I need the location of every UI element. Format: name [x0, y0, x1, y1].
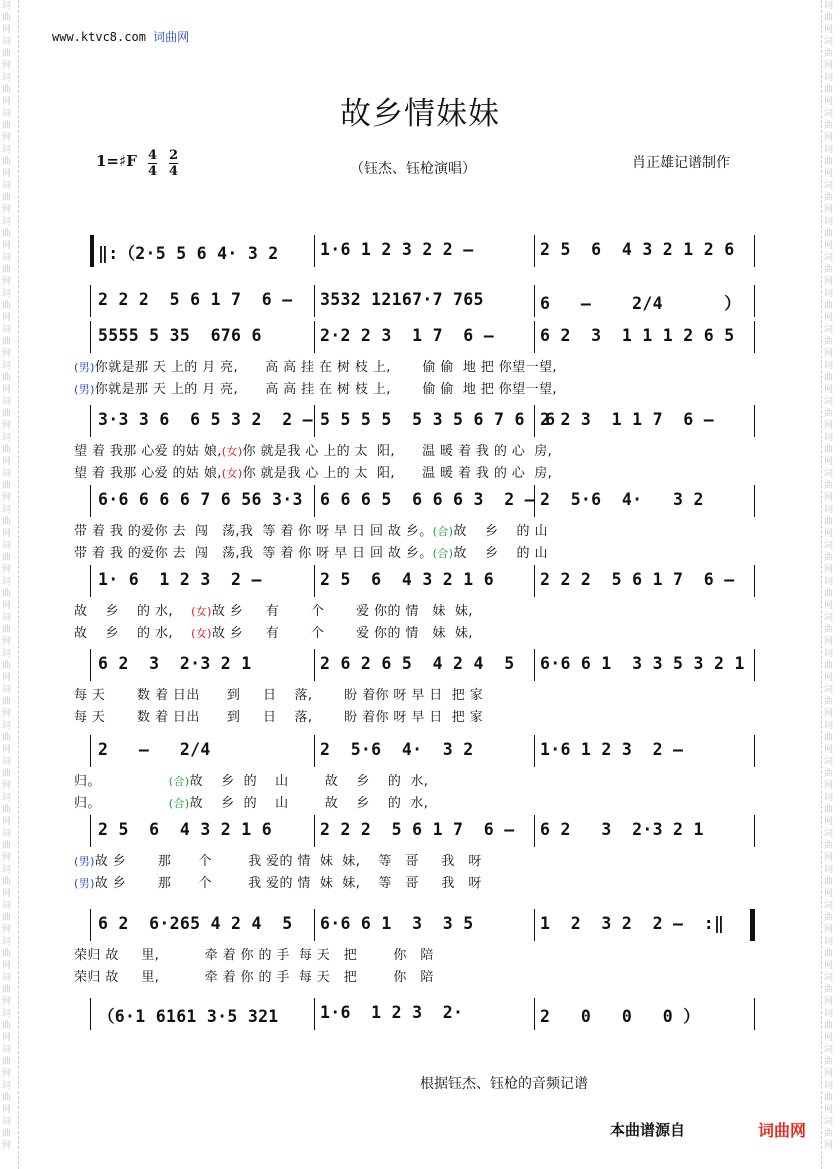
- barline: [754, 485, 755, 517]
- measure-notes: 2 5·6 4· 3 2: [320, 740, 474, 759]
- footnote: 根据钰杰、钰枪的音频记谱: [420, 1076, 588, 1092]
- lyric-line: 荣归 故 里, 牵 着 你 的 手 每 天 把 你 陪: [74, 970, 434, 985]
- barline: [90, 998, 91, 1030]
- source-site: 词曲网: [758, 1121, 807, 1140]
- measure-notes: 1·6 1 2 3 2 2 –: [320, 240, 474, 259]
- measure-notes: 2·2 2 3 1 7 6 –: [320, 326, 494, 345]
- measure-notes: 1·6 1 2 3 2·: [320, 1003, 464, 1022]
- barline: [754, 998, 755, 1030]
- measure-notes: 1 2 3 2 2 – :‖: [540, 914, 725, 933]
- measure-notes: 2 2 2 5 6 1 7 6 –: [320, 820, 515, 839]
- barline: [90, 649, 91, 681]
- lyric-line: 故 乡 的 水, (女)故 乡 有 个 爱 你的 情 妹 妹,: [74, 626, 473, 641]
- lyric-line: 每 天 数 着 日出 到 日 落, 盼 着你 呀 早 日 把 家: [74, 710, 484, 725]
- right-watermark-strip: 词 曲 网 词 曲 网 词 曲 网 词 曲 网 词 曲 网 词 曲 网 词 曲 网 词 曲 网 词 曲 网 词 曲 网 词 曲 网 词 曲 网 词 曲 网 词 曲 网 词 曲 网 词 曲 网 词 曲 网 词 曲 网 词 曲 网 词 曲 网 词 曲 网 词 曲 网 词 曲 网 词 曲 网 词 曲 网 词 曲 网 词 曲 网 词 曲 网 词 曲 网 词 曲 网 词 曲 网 词 曲 网: [824, 1, 834, 1151]
- measure-notes: 2 2 3 1 1 7 6 –: [540, 410, 714, 429]
- barline: [314, 735, 315, 767]
- lyric-line: 望 着 我那 心爱 的姑 娘,(女)你 就是我 心 上的 太 阳, 温 暖 着 我 的 心 房,: [74, 444, 553, 459]
- measure-notes: 2 5 6 4 3 2 1 6: [98, 820, 272, 839]
- barline: [90, 909, 91, 941]
- barline: [90, 565, 91, 597]
- measure-notes: 2 5·6 4· 3 2: [540, 490, 704, 509]
- barline: [314, 565, 315, 597]
- barline: [754, 405, 755, 437]
- measure-notes: 6 6 6 5 6 6 6 3 2 –: [320, 490, 535, 509]
- barline: [754, 909, 755, 941]
- measure-notes: 6·6 6 6 6 7 6 56 3·3: [98, 490, 303, 509]
- barline: [90, 485, 91, 517]
- measure-notes: 2 – 2/4: [98, 740, 211, 759]
- barline: [314, 485, 315, 517]
- measure-notes: 2 5 6 4 3 2 1 6: [320, 570, 494, 589]
- barline: [534, 735, 535, 767]
- repeat-end-barline: [750, 909, 754, 941]
- barline: [90, 405, 91, 437]
- time1-bottom: 4: [148, 164, 158, 179]
- barline: [534, 909, 535, 941]
- measure-notes: 6 2 3 1 1 1 2 6 5: [540, 326, 735, 345]
- lyric-line: (男)你就是那 天 上的 月 亮, 高 高 挂 在 树 枝 上, 偷 偷 地 把 你望一望,: [74, 360, 557, 375]
- barline: [534, 565, 535, 597]
- measure-notes: 6 – 2/4 ）: [540, 294, 742, 313]
- lyric-line: (男)你就是那 天 上的 月 亮, 高 高 挂 在 树 枝 上, 偷 偷 地 把 你望一望,: [74, 382, 557, 397]
- singers: （钰杰、钰枪演唱）: [350, 161, 476, 177]
- left-divider: [18, 0, 19, 1169]
- barline: [314, 815, 315, 847]
- measure-notes: 5 5 5 5 5 3 5 6 7 6 6: [320, 410, 556, 429]
- barline: [314, 649, 315, 681]
- measure-notes: 1· 6 1 2 3 2 –: [98, 570, 262, 589]
- barline: [754, 285, 755, 317]
- barline: [314, 405, 315, 437]
- time2-top: 2: [169, 148, 179, 163]
- barline: [314, 998, 315, 1030]
- lyric-line: 望 着 我那 心爱 的姑 娘,(女)你 就是我 心 上的 太 阳, 温 暖 着 我 的 心 房,: [74, 466, 553, 481]
- lyric-line: (男)故 乡 那 个 我 爱的 情 妹 妹, 等 哥 我 呀: [74, 854, 482, 869]
- measure-notes: （6·1 6161 3·5 321: [98, 1007, 279, 1026]
- key-signature: 1=♯F: [96, 152, 137, 170]
- measure-notes: 2 0 0 0 ）: [540, 1007, 701, 1026]
- time-signature-1: [148, 148, 157, 179]
- measure-notes: 6 2 3 2·3 2 1: [98, 654, 252, 673]
- measure-notes: 6·6 6 1 3 3 5 3 2 1: [540, 654, 745, 673]
- lyric-line: 带 着 我 的爱你 去 闯 荡,我 等 着 你 呀 早 日 回 故 乡。(合)故 乡 的 山: [74, 546, 548, 561]
- barline: [314, 321, 315, 353]
- measure-notes: 3532 12167·7 765: [320, 290, 484, 309]
- left-watermark-strip: 词 曲 网 词 曲 网 词 曲 网 词 曲 网 词 曲 网 词 曲 网 词 曲 网 词 曲 网 词 曲 网 词 曲 网 词 曲 网 词 曲 网 词 曲 网 词 曲 网 词 曲 网 词 曲 网 词 曲 网 词 曲 网 词 曲 网 词 曲 网 词 曲 网 词 曲 网 词 曲 网 词 曲 网 词 曲 网 词 曲 网 词 曲 网 词 曲 网 词 曲 网 词 曲 网 词 曲 网 词 曲 网: [2, 1, 12, 1151]
- measure-notes: 2 2 2 5 6 1 7 6 –: [98, 290, 293, 309]
- barline: [754, 815, 755, 847]
- barline: [90, 285, 91, 317]
- measure-notes: 5555 5 35 676 6: [98, 326, 262, 345]
- repeat-start-barline: [90, 235, 94, 267]
- lyric-line: 每 天 数 着 日出 到 日 落, 盼 着你 呀 早 日 把 家: [74, 688, 484, 703]
- measure-notes: ‖:（2·5 5 6 4· 3 2: [98, 244, 279, 263]
- barline: [534, 815, 535, 847]
- time1-top: 4: [148, 148, 158, 163]
- lyric-line: 荣归 故 里, 牵 着 你 的 手 每 天 把 你 陪: [74, 948, 434, 963]
- barline: [314, 285, 315, 317]
- measure-notes: 6·6 6 1 3 3 5: [320, 914, 474, 933]
- measure-notes: 6 2 3 2·3 2 1: [540, 820, 704, 839]
- barline: [534, 285, 535, 317]
- barline: [90, 321, 91, 353]
- song-title: 故乡情妹妹: [340, 96, 500, 132]
- watermark-site-cn: 词曲网: [153, 30, 190, 44]
- measure-notes: 3·3 3 6 6 5 3 2 2 –: [98, 410, 313, 429]
- transcriber: 肖正雄记谱制作: [632, 155, 730, 171]
- barline: [534, 235, 535, 267]
- lyric-line: 带 着 我 的爱你 去 闯 荡,我 等 着 你 呀 早 日 回 故 乡。(合)故 乡 的 山: [74, 524, 548, 539]
- lyric-line: 归。 (合)故 乡 的 山 故 乡 的 水,: [74, 774, 429, 789]
- watermark-url: [52, 28, 189, 45]
- barline: [754, 321, 755, 353]
- measure-notes: 6 2 6·265 4 2 4 5: [98, 914, 293, 933]
- barline: [754, 565, 755, 597]
- barline: [754, 649, 755, 681]
- source-label: 本曲谱源自: [610, 1121, 686, 1139]
- time2-bottom: 4: [169, 164, 179, 179]
- barline: [90, 815, 91, 847]
- barline: [314, 235, 315, 267]
- barline: [90, 735, 91, 767]
- measure-notes: 2 6 2 6 5 4 2 4 5: [320, 654, 515, 673]
- lyric-line: (男)故 乡 那 个 我 爱的 情 妹 妹, 等 哥 我 呀: [74, 876, 482, 891]
- watermark-site: www.ktvc8.com: [52, 30, 146, 44]
- measure-notes: 1·6 1 2 3 2 –: [540, 740, 684, 759]
- right-divider: [821, 0, 822, 1169]
- barline: [754, 735, 755, 767]
- lyric-line: 归。 (合)故 乡 的 山 故 乡 的 水,: [74, 796, 429, 811]
- barline: [534, 321, 535, 353]
- measure-notes: 2 2 2 5 6 1 7 6 –: [540, 570, 735, 589]
- barline: [314, 909, 315, 941]
- barline: [754, 235, 755, 267]
- measure-notes: 2 5 6 4 3 2 1 2 6: [540, 240, 735, 259]
- barline: [534, 649, 535, 681]
- lyric-line: 故 乡 的 水, (女)故 乡 有 个 爱 你的 情 妹 妹,: [74, 604, 473, 619]
- time-signature-2: [169, 148, 178, 179]
- barline: [534, 998, 535, 1030]
